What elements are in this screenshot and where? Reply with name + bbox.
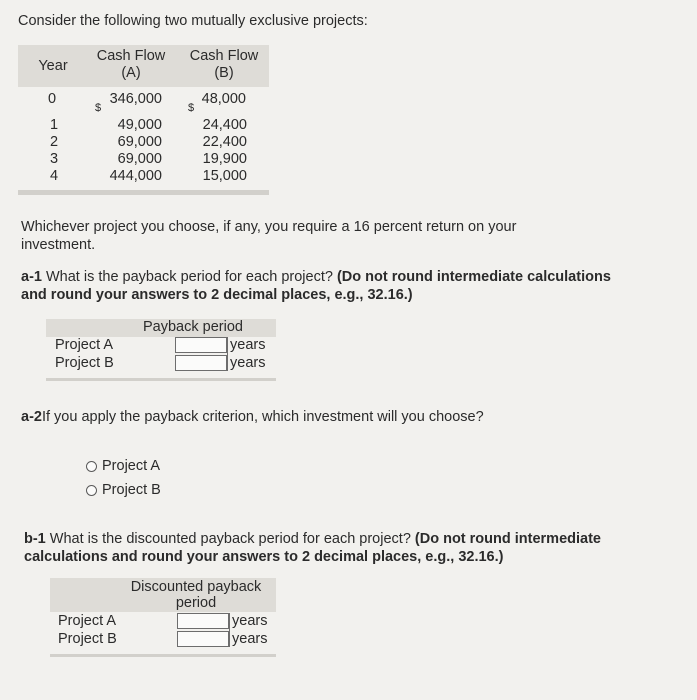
question-b1 [24,530,624,566]
question-a1-instruction: (Do not round intermediate calculations and round your answers to 2 decimal places, e.g., 32.16.) [21,269,611,303]
question-b1-instruction: (Do not round intermediate calculations and round your answers to 2 decimal places, e.g., 32.16.) [24,531,601,565]
payback-project-a-input[interactable] [175,337,227,353]
payback-project-b-input[interactable] [175,355,227,371]
discounted-project-b-unit: years [232,631,268,647]
cash-flow-b-header: Cash Flow (B) [189,48,259,81]
question-a2 [21,409,621,425]
question-b1-text: What is the discounted payback period for each project? [45,531,415,547]
radio-project-a[interactable] [86,458,160,474]
cash-flow-a-column: 49,000 69,000 69,000 444,000 [109,117,162,184]
cash-flow-a-header: Cash Flow (A) [96,48,166,81]
intro-text: Consider the following two mutually exclusive projects: [18,13,368,29]
question-a1 [21,268,621,304]
discounted-project-a-unit: years [232,613,268,629]
currency-symbol-a: $ [95,102,102,114]
cash-flow-b-year-0: 48,000 [201,91,246,107]
discounted-project-a-label: Project A [58,613,117,629]
radio-project-a-circle[interactable] [86,461,97,472]
payback-table-bottom [46,378,276,381]
currency-symbol-b: $ [188,102,195,114]
table-bottom-border [18,190,269,195]
discounted-project-a-input[interactable] [177,613,229,629]
discounted-project-b-label: Project B [58,631,117,647]
discounted-table-bottom [50,654,276,657]
question-a1-text: What is the payback period for each project? [41,269,337,285]
question-a1-label: a-1 [21,269,42,285]
payback-divider [227,337,228,371]
radio-project-b-circle[interactable] [86,485,97,496]
return-statement: Whichever project you choose, if any, you require a 16 percent return on your investment. [21,219,517,253]
radio-project-a-label: Project A [102,458,161,474]
radio-project-b[interactable] [86,482,161,498]
year-column: 1 2 3 4 [49,117,59,184]
cash-flow-b-column: 24,400 22,400 19,900 15,000 [202,117,247,184]
payback-project-b-label: Project B [55,355,114,371]
cash-flow-a-year-0: 346,000 [109,91,162,107]
year-0: 0 [48,91,57,107]
radio-project-b-label: Project B [102,482,161,498]
year-header: Year [38,58,68,74]
payback-project-a-label: Project A [55,337,114,353]
discounted-divider [229,613,230,647]
discounted-payback-header: Discounted payback period [130,579,262,611]
discounted-project-b-input[interactable] [177,631,229,647]
payback-project-b-unit: years [230,355,266,371]
question-b1-label: b-1 [24,531,46,547]
payback-project-a-unit: years [230,337,266,353]
question-a2-label: a-2 [21,409,42,425]
payback-period-header: Payback period [143,319,243,335]
question-a2-text: If you apply the payback criterion, which investment will you choose? [41,409,484,425]
